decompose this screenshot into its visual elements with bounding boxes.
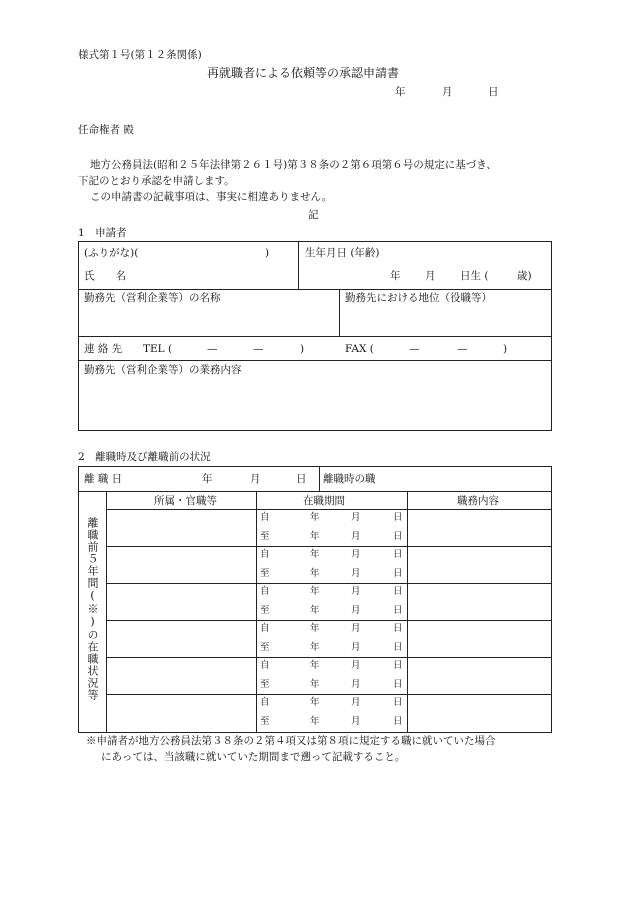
section2-heading: 2 離職時及び離職前の状況 (78, 451, 211, 463)
period-from-day: 日 (393, 623, 403, 634)
ki-mark: 記 (308, 209, 319, 221)
age-label: 歳) (517, 270, 532, 282)
period-to-day: 日 (393, 716, 403, 727)
section1-heading: 1 申請者 (78, 227, 127, 239)
period-from: 自 (260, 697, 270, 708)
date-month: 月 (442, 86, 453, 98)
period-to: 至 (260, 605, 270, 616)
retire-post-label: 離職時の職 (323, 473, 376, 485)
period-to-month: 月 (351, 568, 361, 579)
fax-dash-2: — (457, 343, 468, 355)
period-to-year: 年 (310, 679, 320, 690)
period-from-year: 年 (310, 586, 320, 597)
date-year: 年 (395, 86, 406, 98)
col-affiliation: 所属・官職等 (154, 495, 217, 507)
footnote-line-2: にあっては、当該職に就いていた期間まで遡って記載すること。 (101, 751, 406, 763)
period-to-day: 日 (393, 642, 403, 653)
employer-position-label: 勤務先における地位（役職等） (345, 292, 492, 304)
period-to: 至 (260, 716, 270, 727)
business-label: 勤務先（営利企業等）の業務内容 (84, 364, 242, 376)
period-to-month: 月 (351, 679, 361, 690)
period-to-month: 月 (351, 531, 361, 542)
period-from: 自 (260, 512, 270, 523)
body-line-2: 下記のとおり承認を申請します。 (78, 175, 235, 187)
period-to-year: 年 (310, 531, 320, 542)
tel-close: ) (300, 343, 305, 355)
period-from-month: 月 (351, 512, 361, 523)
period-to-year: 年 (310, 716, 320, 727)
period-from: 自 (260, 660, 270, 671)
period-to-year: 年 (310, 642, 320, 653)
period-from-month: 月 (351, 623, 361, 634)
applicant-table (78, 241, 552, 431)
period-from: 自 (260, 586, 270, 597)
period-from-day: 日 (393, 549, 403, 560)
period-from-year: 年 (310, 512, 320, 523)
period-to: 至 (260, 679, 270, 690)
birth-year: 年 (390, 270, 401, 282)
date-day: 日 (488, 86, 499, 98)
fax-close: ) (503, 343, 508, 355)
fax-dash-1: — (409, 343, 420, 355)
period-to: 至 (260, 642, 270, 653)
history-table (78, 466, 552, 733)
period-from-month: 月 (351, 549, 361, 560)
employer-name-label: 勤務先（営利企業等）の名称 (84, 292, 221, 304)
period-to: 至 (260, 531, 270, 542)
period-from-day: 日 (393, 586, 403, 597)
birth-day-age: 日生 ( (460, 270, 489, 282)
period-to-day: 日 (393, 531, 403, 542)
period-from-month: 月 (351, 697, 361, 708)
period-from-day: 日 (393, 512, 403, 523)
period-to-day: 日 (393, 679, 403, 690)
period-to-day: 日 (393, 605, 403, 616)
name-label: 氏 名 (84, 270, 126, 282)
page-title: 再就職者による依頼等の承認申請書 (207, 66, 400, 80)
period-to-year: 年 (310, 568, 320, 579)
col-period: 在職期間 (303, 495, 345, 507)
form-number: 様式第１号(第１２条関係) (78, 49, 202, 61)
furigana-close: ) (265, 247, 270, 259)
footnote-line-1: ※申請者が地方公務員法第３８条の２第４項又は第８項に規定する職に就いていた場合 (86, 735, 496, 747)
period-to-day: 日 (393, 568, 403, 579)
col-duties: 職務内容 (457, 495, 499, 507)
fax-label: FAX ( (345, 343, 374, 355)
contact-label: 連 絡 先 (84, 343, 123, 355)
period-from-year: 年 (310, 697, 320, 708)
birth-month: 月 (425, 270, 436, 282)
period-from-year: 年 (310, 660, 320, 671)
period-from-year: 年 (310, 623, 320, 634)
period-to: 至 (260, 568, 270, 579)
period-to-year: 年 (310, 605, 320, 616)
period-to-month: 月 (351, 642, 361, 653)
body-line-1: 地方公務員法(昭和２５年法律第２６１号)第３８条の２第６項第６号の規定に基づき、 (90, 159, 497, 171)
addressee: 任命権者 殿 (78, 124, 134, 136)
birth-label: 生年月日 (年齢) (305, 247, 380, 259)
body-line-3: この申請書の記載事項は、事実に相違ありません。 (90, 191, 333, 203)
period-to-month: 月 (351, 605, 361, 616)
period-from-day: 日 (393, 697, 403, 708)
period-from-month: 月 (351, 586, 361, 597)
tel-dash-2: — (253, 343, 264, 355)
period-from-day: 日 (393, 660, 403, 671)
retire-date-label: 離 職 日 (84, 473, 123, 485)
tel-dash-1: — (207, 343, 218, 355)
period-from-month: 月 (351, 660, 361, 671)
period-to-month: 月 (351, 716, 361, 727)
period-from: 自 (260, 549, 270, 560)
period-from-year: 年 (310, 549, 320, 560)
retire-month: 月 (250, 473, 261, 485)
period-from: 自 (260, 623, 270, 634)
furigana-label: (ふりがな)( (84, 247, 139, 259)
side-label: 離職前５年間(※)の在職状況等 (86, 517, 99, 701)
tel-label: TEL ( (143, 343, 173, 355)
retire-year: 年 (202, 473, 213, 485)
retire-day: 日 (296, 473, 307, 485)
